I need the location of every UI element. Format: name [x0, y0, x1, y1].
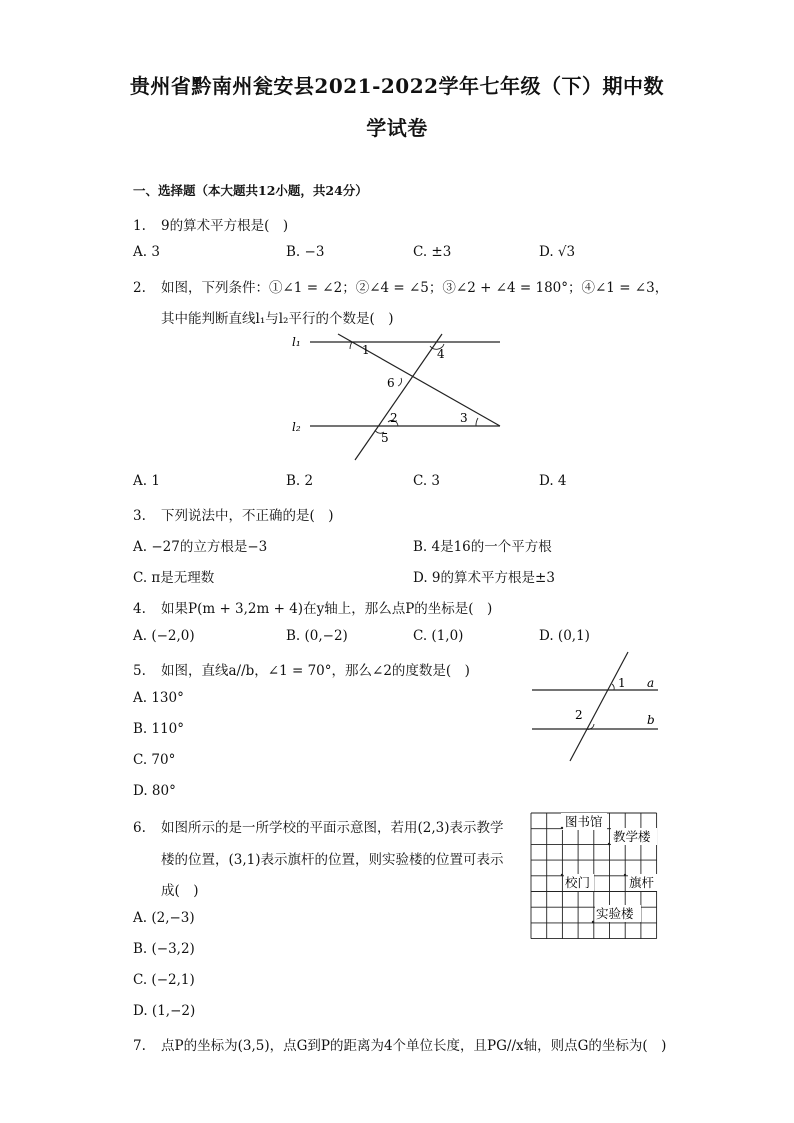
question-text: 如图，直线a//b，∠1 = 70°，那么∠2的度数是( ) [161, 663, 470, 679]
q2-option-b: B. 2 [286, 473, 314, 489]
question-number: 7. [133, 1038, 146, 1054]
label-flagpole: 旗杆 [629, 875, 655, 890]
label-angle-1: 1 [618, 676, 626, 690]
question-text: 如图所示的是一所学校的平面示意图，若用(2,3)表示教学 [161, 820, 504, 836]
question-text: 点P的坐标为(3,5)，点G到P的距离为4个单位长度，且PG//x轴，则点G的坐标为( ) [161, 1038, 667, 1054]
label-angle-4: 4 [437, 347, 445, 361]
q4-option-a: A. (−2,0) [133, 628, 195, 644]
question-number: 5. [133, 663, 146, 679]
q6-option-d: D. (1,−2) [133, 1003, 196, 1019]
angle-arc-3 [476, 418, 478, 426]
q3-option-d: D. 9的算术平方根是±3 [413, 570, 555, 586]
library-dot [561, 827, 563, 829]
label-angle-2: 2 [390, 411, 398, 425]
question-7 [133, 1034, 666, 1054]
section-heading: 一、选择题（本大题共12小题，共24分） [133, 183, 368, 198]
label-l1: l₁ [292, 335, 301, 349]
q5-option-c: C. 70° [133, 752, 176, 768]
question-3 [133, 504, 334, 524]
label-angle-5: 5 [381, 431, 389, 445]
q2-figure [280, 330, 520, 465]
q4-option-d: D. (0,1) [539, 628, 590, 644]
label-angle-6: 6 [387, 376, 395, 390]
question-2-continued: 其中能判断直线l₁与l₂平行的个数是( ) [161, 311, 394, 327]
q5-figure [528, 648, 663, 763]
q2-option-d: D. 4 [539, 473, 567, 489]
question-number: 4. [133, 601, 146, 617]
angle-arc-6 [398, 378, 402, 386]
lab-dot [592, 921, 594, 923]
title-line-1: 贵州省黔南州瓮安县2021-2022学年七年级（下）期中数 [129, 74, 665, 98]
label-school-gate: 校门 [565, 875, 591, 890]
title-line-2: 学试卷 [366, 116, 428, 140]
q5-option-a: A. 130° [133, 690, 184, 706]
question-number: 1. [133, 218, 146, 234]
q4-option-c: C. (1,0) [413, 628, 464, 644]
q5-option-b: B. 110° [133, 721, 185, 737]
q3-option-b: B. 4是16的一个平方根 [413, 539, 552, 555]
flag-dot [624, 874, 626, 876]
q4-option-b: B. (0,−2) [286, 628, 348, 644]
question-5 [133, 659, 470, 679]
angle-arc-1 [612, 684, 614, 690]
q6-option-b: B. (−3,2) [133, 941, 195, 957]
q1-option-c: C. ±3 [413, 244, 452, 260]
label-angle-1: 1 [362, 343, 370, 357]
question-6-continued-2: 成( ) [161, 883, 199, 899]
q2-option-c: C. 3 [413, 473, 441, 489]
question-1 [133, 214, 288, 234]
label-line-b: b [647, 713, 655, 727]
q1-option-b: B. −3 [286, 244, 325, 260]
question-number: 2. [133, 280, 146, 296]
label-lab-building: 实验楼 [596, 906, 634, 921]
question-text: 如图，下列条件：①∠1 = ∠2；②∠4 = ∠5；③∠2 + ∠4 = 180°；④∠1 = ∠3， [161, 280, 669, 296]
q6-school-map [531, 813, 659, 938]
question-2 [133, 276, 668, 296]
q6-option-a: A. (2,−3) [133, 910, 195, 926]
label-angle-2: 2 [575, 708, 583, 722]
q2-option-a: A. 1 [133, 473, 160, 489]
label-line-a: a [647, 676, 655, 690]
q1-option-a: A. 3 [133, 244, 160, 260]
label-teaching-building: 教学楼 [613, 829, 651, 844]
angle-arc-1 [350, 342, 352, 349]
question-6 [133, 816, 504, 836]
q1-option-d: D. √3 [539, 244, 576, 260]
question-text: 下列说法中，不正确的是( ) [161, 508, 334, 524]
gate-dot [561, 874, 563, 876]
question-text: 如果P(m + 3,2m + 4)在y轴上，那么点P的坐标是( ) [161, 601, 493, 617]
teaching-dot [608, 843, 610, 845]
question-4 [133, 597, 492, 617]
q5-option-d: D. 80° [133, 783, 176, 799]
label-library: 图书馆 [565, 814, 603, 829]
question-text: 9的算术平方根是( ) [161, 218, 289, 234]
label-angle-3: 3 [460, 411, 468, 425]
q6-option-c: C. (−2,1) [133, 972, 195, 988]
q3-option-a: A. −27的立方根是−3 [133, 539, 268, 555]
question-6-continued: 楼的位置，(3,1)表示旗杆的位置，则实验楼的位置可表示 [161, 852, 504, 868]
q3-option-c: C. π是无理数 [133, 570, 215, 586]
label-l2: l₂ [292, 420, 301, 434]
question-number: 6. [133, 820, 146, 836]
question-number: 3. [133, 508, 146, 524]
transversal [570, 652, 628, 761]
